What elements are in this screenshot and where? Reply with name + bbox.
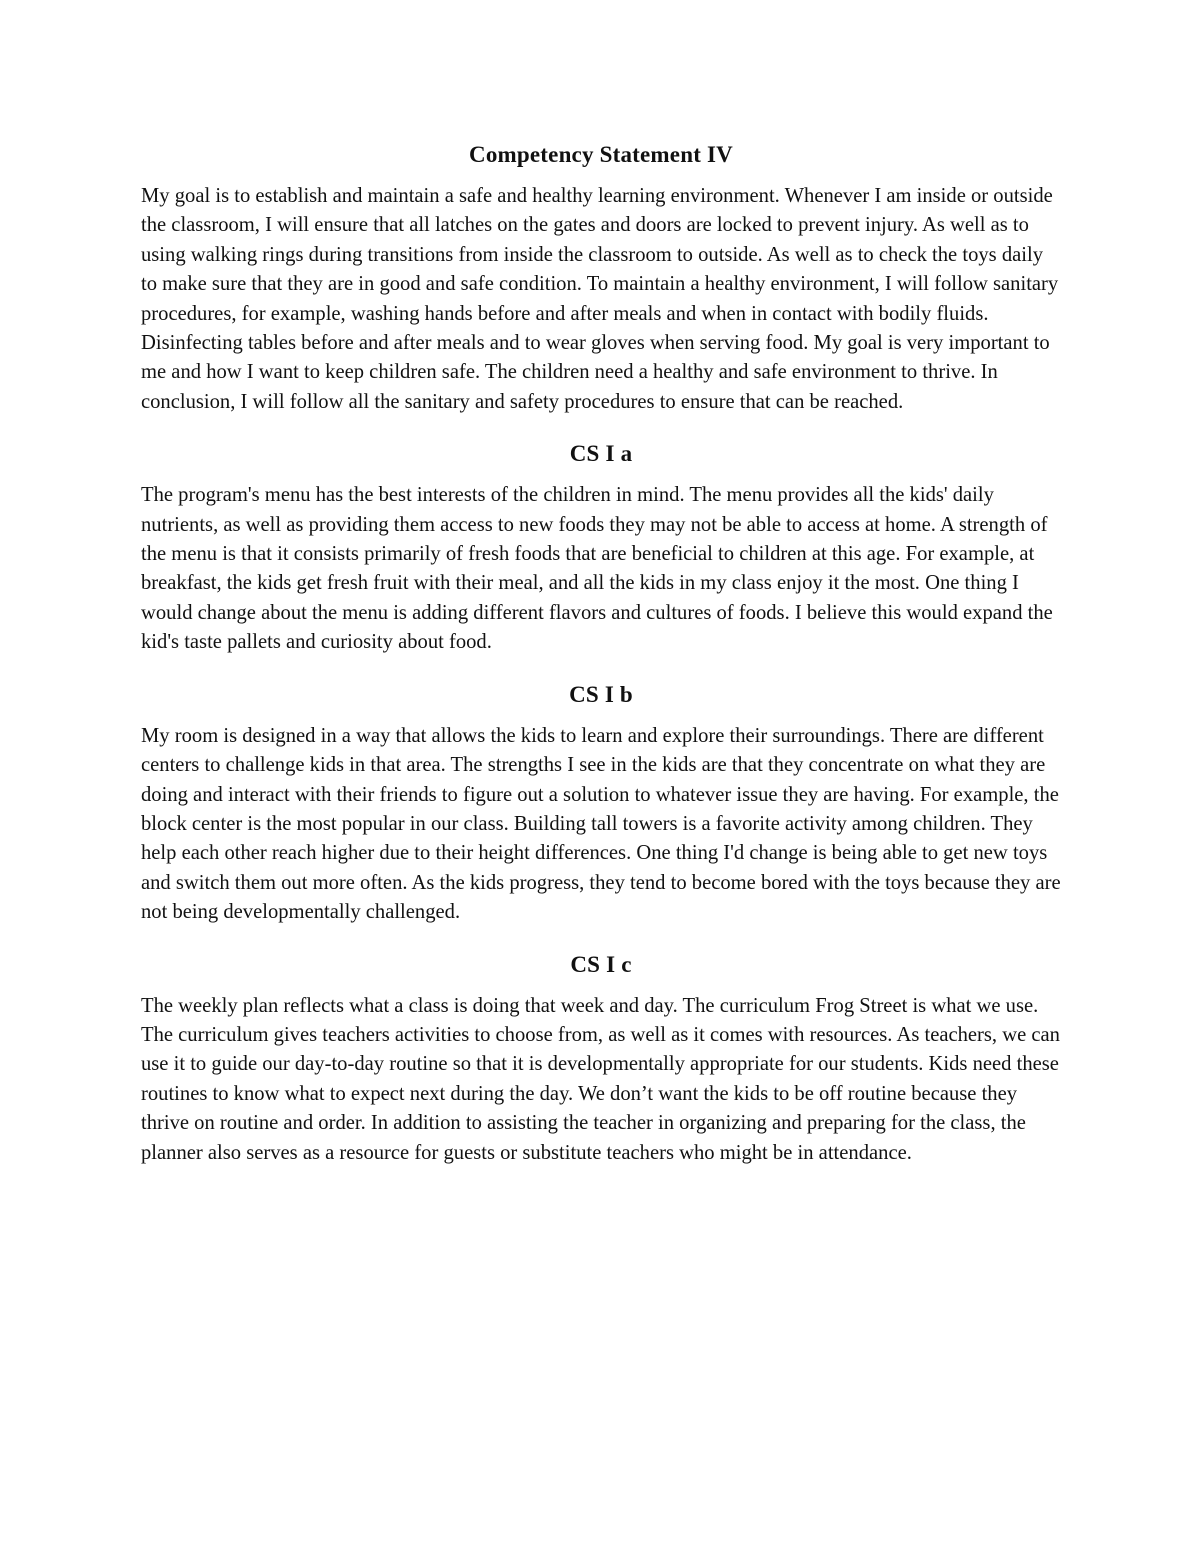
document-title: Competency Statement IV xyxy=(469,142,733,167)
document-content xyxy=(141,140,1061,1190)
section-body-cs-i-c: The weekly plan reflects what a class is doing that week and day. The curriculum Frog Street is what we use. The curriculum gives teachers activities to choose from, as well as it comes with resources. As teachers, we can use it to guide our day-to-day routine so that it is developmentally appropriate for our students. Kids need these routines to know what to expect next during the day. We don’t want the kids to be off routine because they thrive on routine and order. In addition to assisting the teacher in organizing and preparing for the class, the planner also serves as a resource for guests or substitute teachers who might be in attendance. xyxy=(141,994,1060,1164)
section-heading-cs-i-a: CS I a xyxy=(569,441,633,467)
section-heading-cs-i-c: CS I c xyxy=(570,951,632,977)
section-heading-cs-i-b: CS I b xyxy=(569,681,633,707)
section-body-cs-i-a: The program's menu has the best interests of the children in mind. The menu provides all the kids' daily nutrients, as well as providing them access to new foods they may not be able to access at home. A strength of the menu is that it consists primarily of fresh foods that are beneficial to children at this age. For example, at breakfast, the kids get fresh fruit with their meal, and all the kids in my class enjoy it the most. One thing I would change about the menu is adding different flavors and cultures of foods. I believe this would expand the kid's taste pallets and curiosity about food. xyxy=(141,484,1053,654)
intro-paragraph: My goal is to establish and maintain a safe and healthy learning environment. Whenever I am inside or outside the classroom, I will ensure that all latches on the gates and doors are locked to prevent injury. As well as to using walking rings during transitions from inside the classroom to outside. As well as to check the toys daily to make sure that they are in good and safe condition. To maintain a healthy environment, I will follow sanitary procedures, for example, washing hands before and after meals and when in contact with bodily fluids. Disinfecting tables before and after meals and to wear gloves when serving food. My goal is very important to me and how I want to keep children safe. The children need a healthy and safe environment to thrive. In conclusion, I will follow all the sanitary and safety procedures to ensure that can be reached. xyxy=(141,185,1059,413)
section-body-cs-i-b: My room is designed in a way that allows the kids to learn and explore their surroundings. There are different centers to challenge kids in that area. The strengths I see in the kids are that they concentrate on what they are doing and interact with their friends to figure out a solution to whatever issue they are having. For example, the block center is the most popular in our class. Building tall towers is a favorite activity among children. They help each other reach higher due to their height differences. One thing I'd change is being able to get new toys and switch them out more often. As the kids progress, they tend to become bored with the toys because they are not being developmentally challenged. xyxy=(141,724,1061,924)
